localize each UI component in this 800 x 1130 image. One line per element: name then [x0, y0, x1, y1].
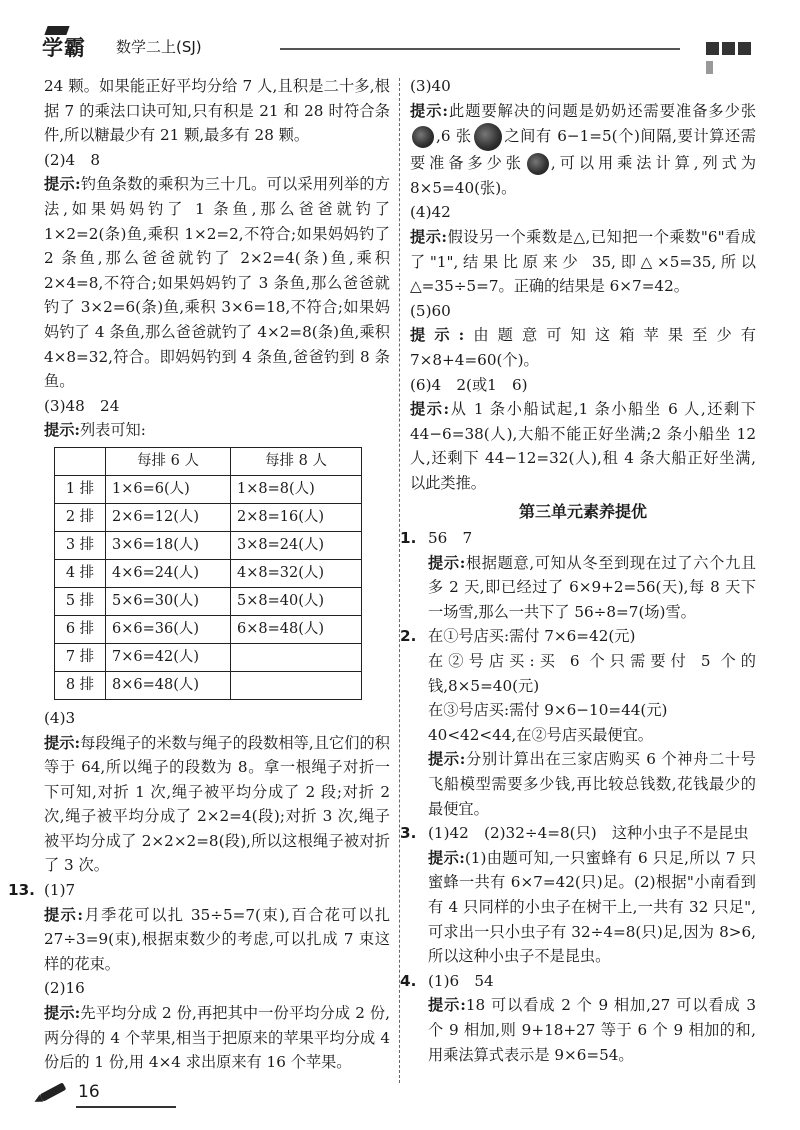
right-column	[400, 74, 757, 1067]
hint-text: 钓鱼条数的乘积为三十几。可以采用列举的方法,如果妈妈钓了 1 条鱼,那么爸爸就钓了 1×2=2(条)鱼,乘积 1×2=2,不符合;如果妈妈钓了 2 条鱼,那么爸爸就钓了 2×2=4(条)鱼,乘积 2×4=8,不符合;如果妈妈钓了 3 条鱼,那么爸爸就钓了 3×2=6(条)鱼,乘积 3×6=18,不符合;如果妈妈钓了 4 条鱼,那么爸爸就钓了 4×2=8(条)鱼,乘积 4×8=32,符合。即妈妈钓到 4 条鱼,爸爸钓到 8 条鱼。	[44, 175, 391, 391]
question-number: 3.	[400, 824, 417, 843]
coin-icon	[527, 153, 549, 175]
question-13	[8, 878, 391, 1075]
table-cell	[231, 643, 362, 671]
hint-s4	[428, 993, 756, 1067]
question-s1	[400, 526, 756, 624]
footer-rule	[76, 1106, 176, 1108]
table-cell: 6×8=48(人)	[231, 615, 362, 643]
hint-label: 提示:	[44, 421, 80, 440]
answer-s1: 56 7	[428, 529, 473, 548]
table-cell: 4×6=24(人)	[106, 559, 231, 587]
answer-line: 40<42<44,在②号店买最便宜。	[428, 725, 653, 744]
hint-label: 提示:	[44, 1004, 81, 1023]
answer-r6: (6)4 2(或1 6)	[410, 375, 528, 394]
table-row	[55, 531, 362, 559]
hint-label: 提示:	[44, 733, 81, 752]
table-cell: 1 排	[55, 475, 106, 503]
page-number: 16	[78, 1082, 100, 1102]
question-s4	[400, 969, 757, 1067]
hint-text: 先平均分成 2 份,再把其中一份平均分成 2 份,两分得的 4 个苹果,相当于把原来的苹果平均分成 4 份后的 1 份,用 4×4 求出原来有 16 个苹果。	[44, 1004, 390, 1072]
answer-13-2: (2)16	[44, 979, 85, 998]
hint-2	[44, 172, 390, 393]
question-number: 2.	[400, 627, 417, 646]
hint-3	[44, 418, 390, 443]
hint-text: 此题要解决的问题是奶奶还需要准备多少张	[448, 101, 757, 120]
hint-text: 根据题意,可知从冬至到现在过了六个九且多 2 天,即已经过了 6×9+2=56(天),每 8 天下一场雪,那么一共下了 56÷8=7(场)雪。	[428, 553, 756, 621]
hint-label: 提示:	[428, 848, 465, 867]
question-s3	[400, 821, 756, 969]
hint-label: 提示:	[410, 400, 450, 419]
answer-3: (3)48 24	[44, 396, 120, 415]
hint-text: 月季花可以扎 35÷5=7(束),百合花可以扎 27÷3=9(束),根据束数少的考虑,可以扎成 7 束这样的花束。	[44, 905, 391, 973]
table-cell: 6 排	[55, 615, 106, 643]
page-header	[42, 30, 760, 70]
page-footer	[40, 1084, 760, 1114]
table-cell: 1×8=8(人)	[231, 475, 362, 503]
hint-r6	[410, 397, 756, 495]
hint-label: 提示:	[428, 553, 466, 572]
answer-line: 在①号店买:需付 7×6=42(元)	[428, 627, 636, 646]
table-cell: 7 排	[55, 643, 106, 671]
table-cell: 4×8=32(人)	[231, 559, 362, 587]
hint-label: 提示:	[410, 326, 465, 345]
table-header-row	[55, 447, 362, 475]
hint-13-1	[44, 903, 390, 977]
answer-13-1: (1)7	[44, 881, 76, 900]
answer-s3: (1)42 (2)32÷4=8(只) 这种小虫子不是昆虫	[428, 824, 749, 843]
hint-text: 每段绳子的米数与绳子的段数相等,且它们的积等于 64,所以绳子的段数为 8。拿一根绳子对折一下可知,对折 1 次,绳子被平均分成了 2 段;对折 2 次,绳子被平均分成了 2×2=4(段);对折 3 次,绳子被平均分成了 2×2×2=8(段),所以这根绳子被对折了 3 次。	[44, 733, 390, 875]
hint-text: 18 可以看成 2 个 9 相加,27 可以看成 3 个 9 相加,则 9+18+27 等于 6 个 9 相加的和,用乘法算式表示是 9×6=54。	[428, 996, 757, 1064]
answer-r4: (4)42	[410, 203, 451, 222]
table-header	[55, 447, 106, 475]
logo-text: 学霸	[42, 36, 86, 60]
table-cell: 3×8=24(人)	[231, 531, 362, 559]
answer-s4: (1)6 54	[428, 971, 494, 990]
hint-label: 提示:	[44, 175, 81, 194]
hint-label: 提示:	[410, 227, 448, 246]
hint-r4	[410, 225, 756, 299]
answer-line: 在③号店买:需付 9×6−10=44(元)	[428, 701, 668, 720]
hint-text: ,可以用乘法计算,列式为 8×5=40(张)。	[410, 154, 757, 197]
question-number: 1.	[400, 529, 417, 548]
question-number: 13.	[8, 881, 35, 900]
table-cell: 1×6=6(人)	[106, 475, 231, 503]
question-number: 4.	[400, 971, 417, 990]
header-decoration	[706, 40, 760, 78]
hint-label: 提示:	[410, 101, 449, 120]
table-row	[55, 503, 362, 531]
pencil-icon	[40, 1082, 67, 1101]
table-cell: 2×8=16(人)	[231, 503, 362, 531]
table-cell: 5 排	[55, 587, 106, 615]
hint-text: 从 1 条小船试起,1 条小船坐 6 人,还剩下 44−6=38(人),大船不能正好坐满;2 条小船坐 12 人,还剩下 44−12=32(人),租 4 条大船正好坐满,以此类推。	[410, 400, 756, 492]
table-cell: 8 排	[55, 671, 106, 699]
section-title: 第三单元素养提优	[518, 501, 647, 521]
table-cell: 3 排	[55, 531, 106, 559]
answer-4: (4)3	[44, 708, 76, 727]
hint-text: 之间有 6−1=5(个)间隔,要计算还需要准备多少张	[410, 127, 756, 173]
left-column	[8, 74, 391, 1075]
table-cell: 8×6=48(人)	[106, 671, 231, 699]
column-divider	[399, 78, 400, 1083]
hint-text: 由题意可知这箱苹果至少有 7×8+4=60(个)。	[410, 326, 756, 369]
hint-r5	[410, 323, 756, 372]
coin-icon	[474, 123, 502, 151]
header-rule	[280, 48, 680, 50]
answer-r3: (3)40	[410, 77, 451, 95]
answer-r5: (5)60	[410, 301, 451, 320]
table-row	[55, 643, 362, 671]
table-row	[55, 587, 362, 615]
hint-text: (1)由题可知,一只蜜蜂有 6 只足,所以 7 只蜜蜂一共有 6×7=42(只)足。(2)根据"小南看到有 4 只同样的小虫子在树干上,一共有 32 只足",可求出一只小虫子有 32÷4=8(只)足,因为 8>6,所以这种小虫子不是昆虫。	[428, 848, 756, 966]
table-cell: 2 排	[55, 503, 106, 531]
table-row	[55, 671, 362, 699]
table-cell: 5×8=40(人)	[231, 587, 362, 615]
hint-s3	[428, 846, 756, 969]
hint-text: 假设另一个乘数是△,已知把一个乘数"6"看成了"1",结果比原来少 35,即△×5=35,所以△=35÷5=7。正确的结果是 6×7=42。	[410, 227, 756, 296]
table-row	[55, 475, 362, 503]
answer-line: 在②号店买:买 6 个只需要付 5 个的钱,8×5=40(元)	[428, 652, 756, 695]
hint-4	[44, 731, 390, 879]
hint-text: 列表可知:	[79, 421, 146, 440]
hint-s1	[428, 551, 756, 625]
graduation-cap-icon	[44, 26, 69, 35]
table-header: 每排 6 人	[106, 447, 231, 475]
hint-text: 分别计算出在三家店购买 6 个神舟二十号飞船模型需要多少钱,再比较总钱数,花钱最少的最便宜。	[428, 750, 756, 818]
table-cell: 4 排	[55, 559, 106, 587]
logo	[42, 32, 86, 62]
hint-text: ,6 张	[436, 127, 472, 146]
hint-label: 提示:	[428, 750, 466, 769]
coin-icon	[412, 126, 434, 148]
hint-13-2	[44, 1001, 390, 1075]
table-cell: 3×6=18(人)	[106, 531, 231, 559]
table-cell	[231, 671, 362, 699]
hint-s2	[428, 747, 756, 821]
table-cell: 7×6=42(人)	[106, 643, 231, 671]
question-s2	[400, 624, 756, 821]
intro-text: 24 颗。如果能正好平均分给 7 人,且积是二十多,根据 7 的乘法口诀可知,只有积是 21 和 28 时符合条件,所以糖最少有 21 颗,最多有 28 颗。	[44, 77, 390, 145]
table-row	[55, 559, 362, 587]
hint-label: 提示:	[428, 996, 466, 1015]
table-cell: 6×6=36(人)	[106, 615, 231, 643]
answer-2: (2)4 8	[44, 150, 101, 169]
table-row	[55, 615, 362, 643]
hint-r3	[410, 99, 756, 201]
hint-label: 提示:	[44, 905, 83, 924]
table-cell: 5×6=30(人)	[106, 587, 231, 615]
rows-table	[54, 447, 362, 700]
book-title: 数学二上(SJ)	[116, 38, 202, 56]
table-cell: 2×6=12(人)	[106, 503, 231, 531]
table-header: 每排 8 人	[231, 447, 362, 475]
